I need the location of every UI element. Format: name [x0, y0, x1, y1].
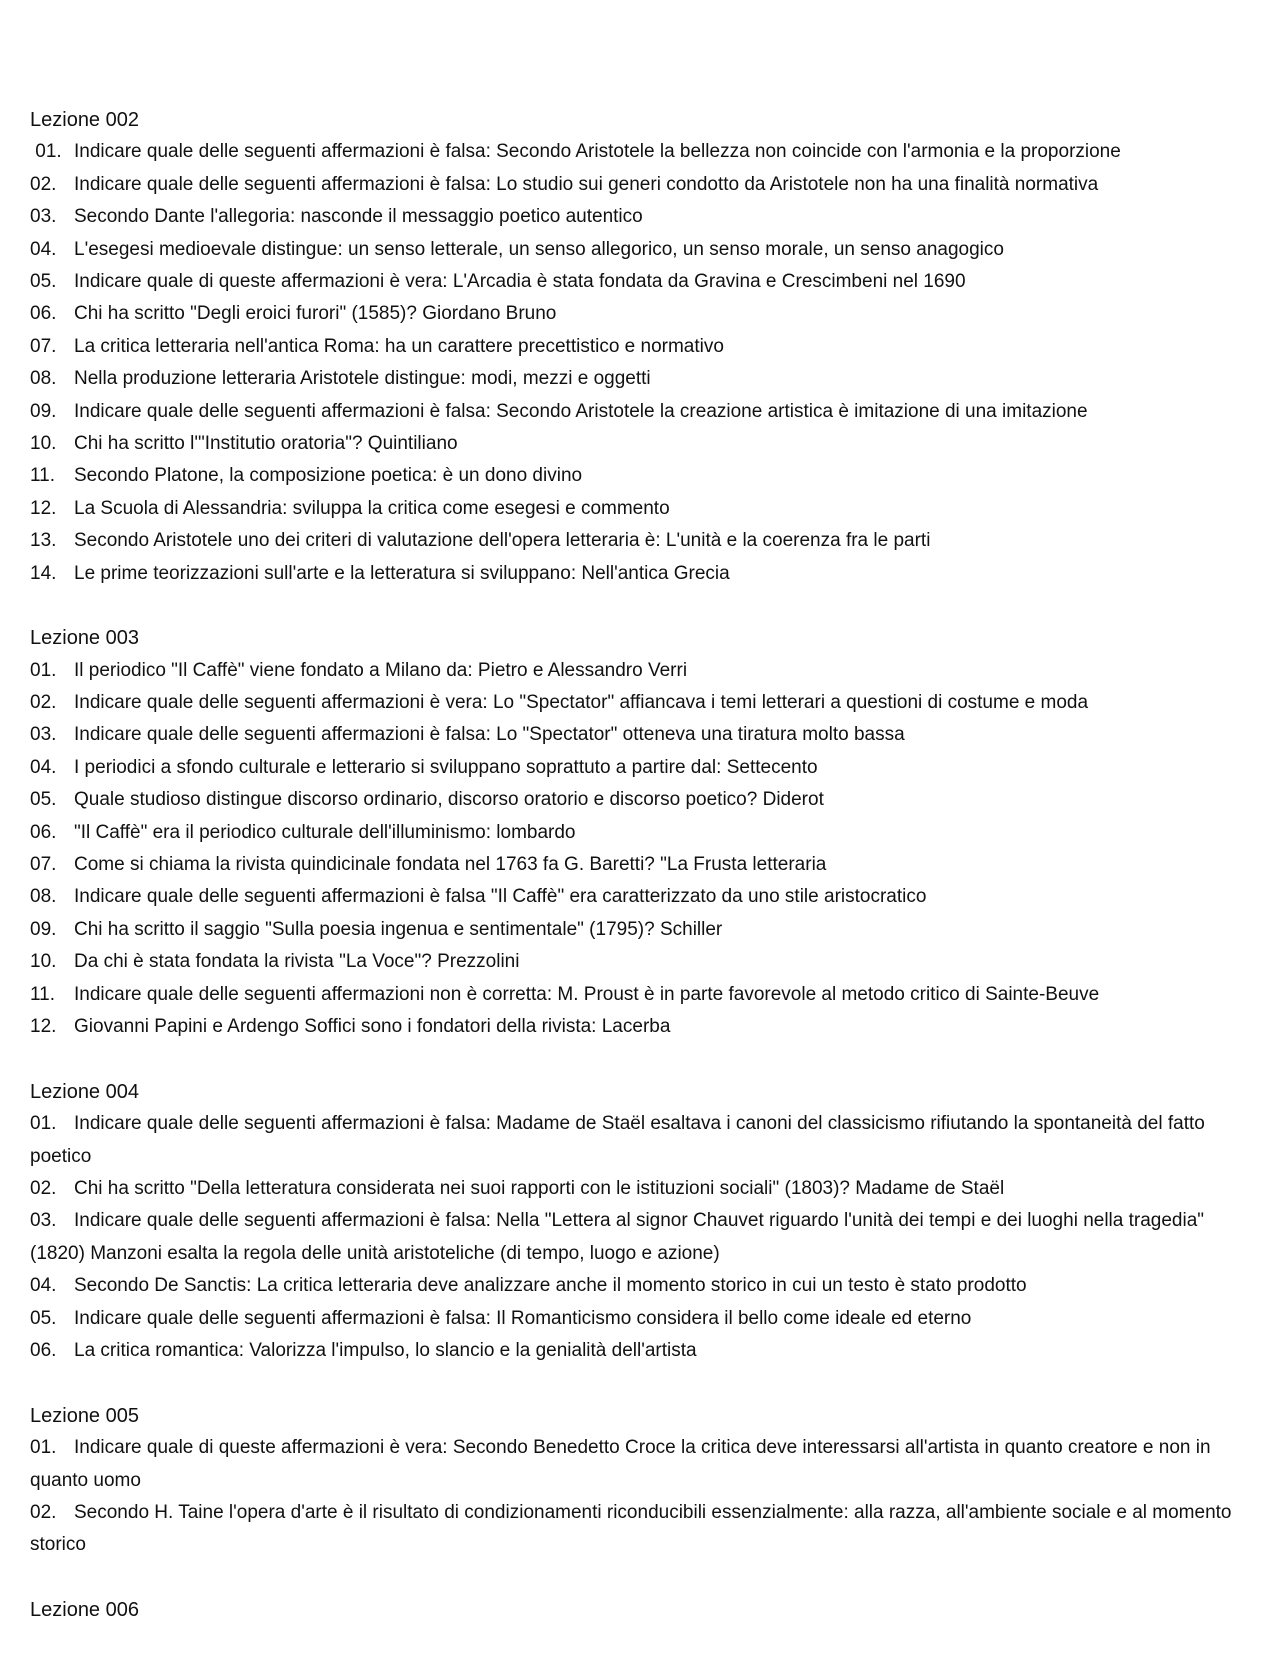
question-number: 05. — [30, 789, 57, 811]
question-text: Indicare quale di queste affermazioni è vera: L'Arcadia è stata fondata da Gravina e Crescimbeni nel 1690 — [74, 270, 966, 292]
question-item — [30, 234, 1248, 266]
question-item — [30, 1173, 1248, 1205]
question-number: 10. — [30, 432, 57, 454]
lesson-title: Lezione 003 — [30, 627, 139, 650]
lesson-title: Lezione 006 — [30, 1599, 139, 1622]
lesson-section — [30, 1594, 1248, 1626]
question-text: Quale studioso distingue discorso ordinario, discorso oratorio e discorso poetico? Diderot — [74, 789, 824, 811]
question-text: Chi ha scritto "Della letteratura considerata nei suoi rapporti con le istituzioni sociali" (1803)? Madame de Staël — [74, 1178, 1005, 1199]
question-text: Il periodico "Il Caffè" viene fondato a Milano da: Pietro e Alessandro Verri — [74, 659, 688, 681]
question-item — [30, 719, 1248, 751]
question-item — [30, 1108, 1248, 1173]
question-item — [30, 849, 1248, 881]
question-text: Come si chiama la rivista quindicinale fondata nel 1763 fa G. Baretti? "La Frusta letteraria — [74, 854, 827, 876]
question-item — [30, 817, 1248, 849]
question-item — [30, 784, 1248, 816]
question-number: 07. — [30, 854, 57, 876]
lesson-title: Lezione 002 — [30, 109, 139, 131]
lesson-title: Lezione 004 — [30, 1080, 139, 1103]
question-text: I periodici a sfondo culturale e letterario si sviluppano soprattuto a partire dal: Settecento — [74, 756, 818, 778]
question-text: Indicare quale delle seguenti affermazioni è falsa: Madame de Staël esaltava i canoni del classicismo rifiutando la spontaneità del fatto poetico — [30, 1113, 1205, 1167]
question-item — [30, 914, 1248, 946]
question-number: 05. — [30, 270, 57, 292]
question-number: 02. — [30, 692, 57, 714]
question-item — [30, 169, 1248, 201]
question-text: Indicare quale delle seguenti affermazioni è falsa: Secondo Aristotele la creazione artistica è imitazione di una imitazione — [74, 400, 1088, 422]
question-item — [30, 1011, 1248, 1043]
question-item — [30, 460, 1248, 492]
question-number: 02. — [30, 173, 57, 195]
question-item — [30, 1205, 1248, 1270]
question-item — [30, 298, 1248, 330]
question-text: Indicare quale delle seguenti affermazioni è falsa: Nella "Lettera al signor Chauvet riguardo l'unità dei tempi e dei luoghi nella tragedia" (1820) Manzoni esalta la regola delle unità aristoteliche (di tempo, luogo e azione) — [30, 1210, 1205, 1264]
question-number: 03. — [30, 724, 57, 746]
question-item — [30, 1270, 1248, 1302]
section-spacer — [30, 590, 1248, 622]
question-number: 01. — [30, 141, 62, 163]
question-item — [30, 655, 1248, 687]
question-item — [30, 1497, 1248, 1562]
section-spacer — [30, 1043, 1248, 1075]
question-item — [30, 201, 1248, 233]
question-number: 02. — [30, 1501, 57, 1523]
question-text: "Il Caffè" era il periodico culturale dell'illuminismo: lombardo — [74, 821, 576, 843]
question-text: Chi ha scritto l'"Institutio oratoria"? Quintiliano — [74, 432, 458, 454]
question-item — [30, 979, 1248, 1011]
question-text: L'esegesi medioevale distingue: un senso letterale, un senso allegorico, un senso morale, un senso anagogico — [74, 238, 1004, 260]
question-item — [30, 687, 1248, 719]
question-item — [30, 1303, 1248, 1335]
question-text: Secondo Aristotele uno dei criteri di valutazione dell'opera letteraria è: L'unità e la coerenza fra le parti — [74, 530, 931, 552]
question-text: Indicare quale delle seguenti affermazioni è vera: Lo "Spectator" affiancava i temi letterari a questioni di costume e moda — [74, 692, 1089, 714]
question-number: 04. — [30, 756, 57, 778]
question-text: Indicare quale delle seguenti affermazioni è falsa: Secondo Aristotele la bellezza non coincide con l'armonia e la proporzione — [74, 141, 1121, 163]
question-item — [30, 363, 1248, 395]
question-item — [30, 752, 1248, 784]
question-number: 14. — [30, 562, 57, 584]
question-number: 01. — [30, 1113, 57, 1135]
question-item — [30, 1432, 1248, 1497]
question-text: Le prime teorizzazioni sull'arte e la letteratura si sviluppano: Nell'antica Grecia — [74, 562, 730, 584]
section-spacer — [30, 1367, 1248, 1399]
question-number: 01. — [30, 659, 57, 681]
lesson-section — [30, 1400, 1248, 1562]
question-text: Indicare quale delle seguenti affermazioni non è corretta: M. Proust è in parte favorevole al metodo critico di Sainte-Beuve — [74, 983, 1100, 1005]
question-item — [30, 946, 1248, 978]
question-item — [30, 396, 1248, 428]
lesson-title: Lezione 005 — [30, 1404, 139, 1427]
question-text: Indicare quale delle seguenti affermazioni è falsa: Lo studio sui generi condotto da Aristotele non ha una finalità normativa — [74, 173, 1099, 195]
question-text: Chi ha scritto il saggio "Sulla poesia ingenua e sentimentale" (1795)? Schiller — [74, 918, 723, 940]
question-item — [30, 881, 1248, 913]
question-number: 06. — [30, 1339, 57, 1361]
question-text: Indicare quale delle seguenti affermazioni è falsa: Il Romanticismo considera il bello come ideale ed eterno — [74, 1307, 972, 1329]
question-text: Secondo Dante l'allegoria: nasconde il messaggio poetico autentico — [74, 206, 643, 228]
question-number: 11. — [30, 465, 56, 487]
question-text: Chi ha scritto "Degli eroici furori" (1585)? Giordano Bruno — [74, 303, 557, 325]
question-text: Indicare quale di queste affermazioni è vera: Secondo Benedetto Croce la critica deve interessarsi all'artista in quanto creatore e non in quanto uomo — [30, 1437, 1211, 1491]
question-text: Secondo H. Taine l'opera d'arte è il risultato di condizionamenti riconducibili essenzialmente: alla razza, all'ambiente sociale e al momento storico — [30, 1501, 1232, 1556]
lesson-section — [30, 104, 1248, 590]
question-text: La critica romantica: Valorizza l'impulso, lo slancio e la genialità dell'artista — [74, 1339, 697, 1361]
question-item — [30, 1335, 1248, 1367]
question-number: 09. — [30, 918, 57, 940]
question-item — [30, 136, 1248, 168]
lesson-section — [30, 622, 1248, 1043]
question-item — [30, 266, 1248, 298]
question-number: 02. — [30, 1178, 57, 1199]
question-number: 09. — [30, 400, 57, 422]
question-text: Nella produzione letteraria Aristotele distingue: modi, mezzi e oggetti — [74, 368, 651, 390]
question-number: 13. — [30, 530, 57, 552]
question-number: 06. — [30, 303, 57, 325]
question-number: 01. — [30, 1437, 57, 1459]
question-number: 11. — [30, 983, 56, 1005]
question-item — [30, 493, 1248, 525]
question-number: 08. — [30, 368, 57, 390]
question-number: 10. — [30, 951, 57, 973]
question-number: 04. — [30, 1275, 57, 1297]
question-number: 08. — [30, 886, 57, 908]
question-text: Indicare quale delle seguenti affermazioni è falsa: Lo "Spectator" otteneva una tiratura molto bassa — [74, 724, 905, 746]
question-number: 12. — [30, 1016, 57, 1038]
question-number: 07. — [30, 335, 57, 357]
question-number: 12. — [30, 497, 57, 519]
question-text: La Scuola di Alessandria: sviluppa la critica come esegesi e commento — [74, 497, 670, 519]
question-number: 03. — [30, 1210, 57, 1232]
question-text: Da chi è stata fondata la rivista "La Voce"? Prezzolini — [74, 951, 520, 973]
question-number: 05. — [30, 1307, 57, 1329]
question-item — [30, 525, 1248, 557]
question-item — [30, 331, 1248, 363]
question-text: Secondo Platone, la composizione poetica: è un dono divino — [74, 465, 583, 487]
question-item — [30, 558, 1248, 590]
question-item — [30, 428, 1248, 460]
question-text: La critica letteraria nell'antica Roma: ha un carattere precettistico e normativo — [74, 335, 724, 357]
question-text: Giovanni Papini e Ardengo Soffici sono i fondatori della rivista: Lacerba — [74, 1016, 671, 1038]
lesson-section — [30, 1076, 1248, 1368]
question-number: 04. — [30, 238, 57, 260]
section-spacer — [30, 1562, 1248, 1594]
question-text: Secondo De Sanctis: La critica letteraria deve analizzare anche il momento storico in cui un testo è stato prodotto — [74, 1275, 1027, 1297]
question-number: 03. — [30, 206, 57, 228]
question-text: Indicare quale delle seguenti affermazioni è falsa "Il Caffè" era caratterizzato da uno stile aristocratico — [74, 886, 927, 908]
document-body — [30, 104, 1248, 1627]
question-number: 06. — [30, 821, 57, 843]
